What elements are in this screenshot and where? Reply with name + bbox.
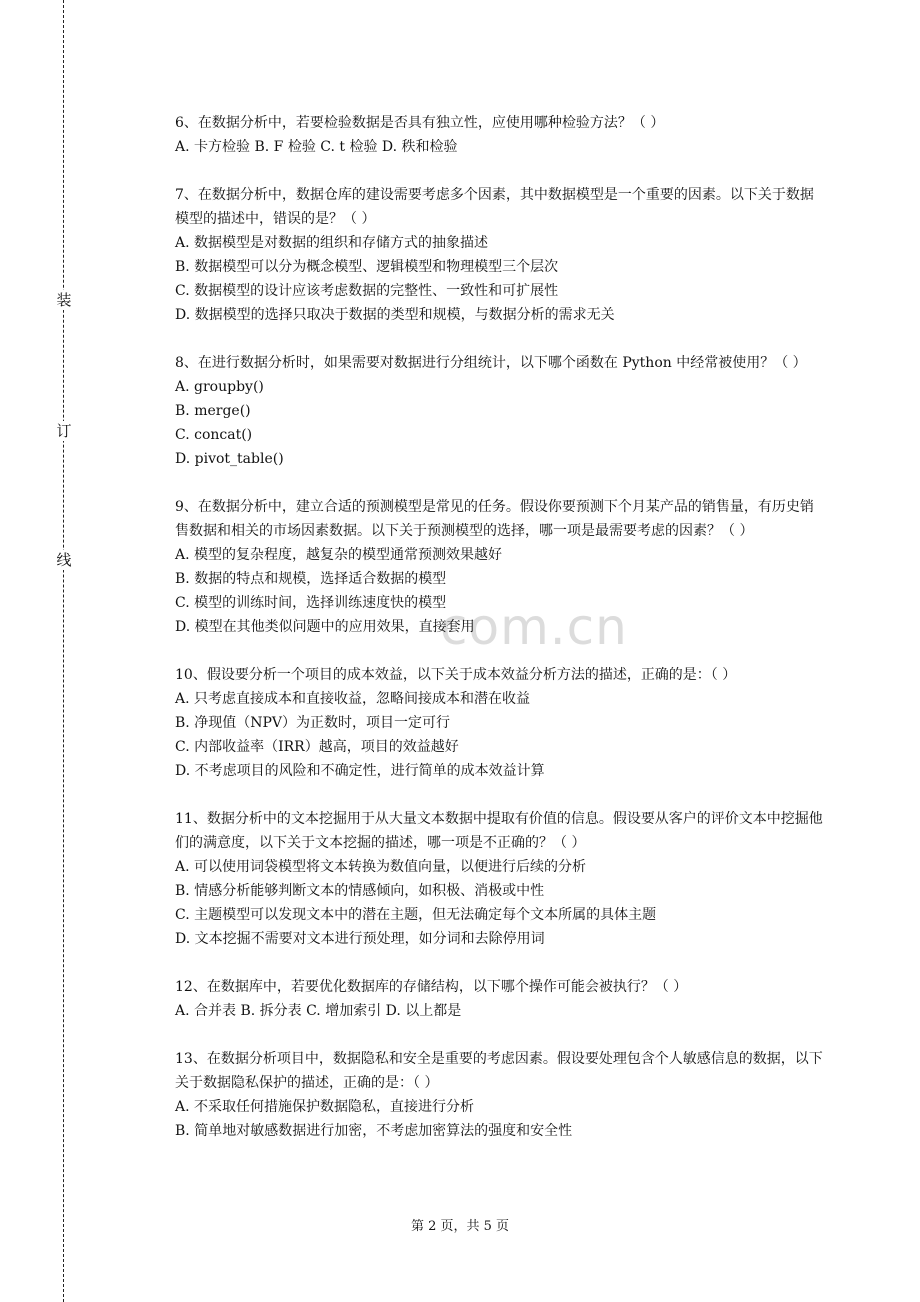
option-c: C. 数据模型的设计应该考虑数据的完整性、一致性和可扩展性: [175, 283, 559, 299]
option-a: A. groupby(): [175, 379, 264, 395]
option-a: A. 数据模型是对数据的组织和存储方式的抽象描述: [175, 235, 489, 251]
question-11: [175, 807, 825, 951]
question-7: [175, 183, 825, 327]
option-d: D. 数据模型的选择只取决于数据的类型和规模，与数据分析的需求无关: [175, 307, 615, 323]
watermark: com.cn: [440, 598, 628, 656]
question-stem: 8、在进行数据分析时，如果需要对数据进行分组统计，以下哪个函数在 Python 中经常被使用？（ ）: [175, 355, 807, 371]
question-stem: 12、在数据库中，若要优化数据库的存储结构，以下哪个操作可能会被执行？（ ）: [175, 979, 688, 995]
question-6: [175, 111, 825, 159]
binding-char-ding: 订: [54, 421, 74, 441]
option-a: A. 不采取任何措施保护数据隐私，直接进行分析: [175, 1099, 475, 1115]
question-10: [175, 663, 825, 783]
question-stem: 6、在数据分析中，若要检验数据是否具有独立性，应使用哪种检验方法？（ ）: [175, 115, 665, 131]
question-9: [175, 495, 825, 639]
question-stem: 9、在数据分析中，建立合适的预测模型是常见的任务。假设你要预测下个月某产品的销售量，有历史销售数据和相关的市场因素数据。以下关于预测模型的选择，哪一项是最需要考虑的因素？（ ）: [175, 499, 814, 539]
question-stem: 11、数据分析中的文本挖掘用于从大量文本数据中提取有价值的信息。假设要从客户的评价文本中挖掘他们的满意度，以下关于文本挖掘的描述，哪一项是不正确的？（ ）: [175, 811, 823, 851]
option-b: B. 数据模型可以分为概念模型、逻辑模型和物理模型三个层次: [175, 259, 559, 275]
option-b: B. merge(): [175, 403, 251, 419]
question-13: [175, 1047, 825, 1143]
option-d: D. pivot_table(): [175, 451, 284, 467]
option-a: A. 可以使用词袋模型将文本转换为数值向量，以便进行后续的分析: [175, 859, 587, 875]
option-c: C. concat(): [175, 427, 253, 443]
question-8: [175, 351, 825, 471]
binding-char-zhuang: 装: [54, 290, 74, 310]
option-b: B. 净现值（NPV）为正数时，项目一定可行: [175, 715, 450, 731]
option-c: C. 主题模型可以发现文本中的潜在主题，但无法确定每个文本所属的具体主题: [175, 907, 657, 923]
option-b: B. 数据的特点和规模，选择适合数据的模型: [175, 571, 447, 587]
question-options: A. 卡方检验 B. F 检验 C. t 检验 D. 秩和检验: [175, 139, 458, 155]
option-b: B. 简单地对敏感数据进行加密，不考虑加密算法的强度和安全性: [175, 1123, 573, 1139]
question-stem: 7、在数据分析中，数据仓库的建设需要考虑多个因素，其中数据模型是一个重要的因素。以下关于数据模型的描述中，错误的是？（ ）: [175, 187, 814, 227]
question-stem: 13、在数据分析项目中，数据隐私和安全是重要的考虑因素。假设要处理包含个人敏感信息的数据，以下关于数据隐私保护的描述，正确的是：（ ）: [175, 1051, 823, 1091]
option-d: D. 不考虑项目的风险和不确定性，进行简单的成本效益计算: [175, 763, 545, 779]
option-b: B. 情感分析能够判断文本的情感倾向，如积极、消极或中性: [175, 883, 545, 899]
option-c: C. 内部收益率（IRR）越高，项目的效益越好: [175, 739, 459, 755]
question-list: [175, 111, 825, 1167]
binding-char-xian: 线: [54, 550, 74, 570]
question-options: A. 合并表 B. 拆分表 C. 增加索引 D. 以上都是: [175, 1003, 462, 1019]
option-d: D. 文本挖掘不需要对文本进行预处理，如分词和去除停用词: [175, 931, 545, 947]
option-a: A. 只考虑直接成本和直接收益，忽略间接成本和潜在收益: [175, 691, 531, 707]
question-stem: 10、假设要分析一个项目的成本效益，以下关于成本效益分析方法的描述，正确的是：（ ）: [175, 667, 737, 683]
option-c: C. 模型的训练时间，选择训练速度快的模型: [175, 595, 447, 611]
option-d: D. 模型在其他类似问题中的应用效果，直接套用: [175, 619, 475, 635]
option-a: A. 模型的复杂程度，越复杂的模型通常预测效果越好: [175, 547, 503, 563]
binding-dashed-line: [63, 0, 64, 1302]
question-12: [175, 975, 825, 1023]
page-number-footer: 第 2 页，共 5 页: [410, 1219, 510, 1234]
